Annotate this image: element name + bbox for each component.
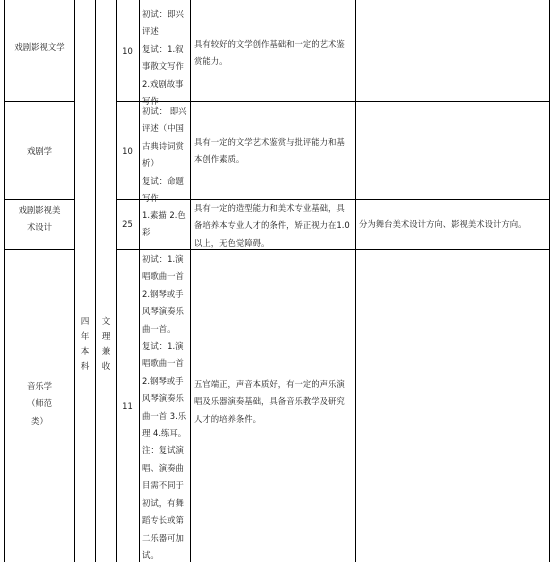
exam-content: 初试： 即兴评述（中国古典诗词赏析） 复试：命题写作: [142, 106, 187, 204]
requirements: 具有一定的造型能力和美术专业基础，具备培养本专业人才的条件，矫正视力在1.0以上，无色觉障碍。: [194, 203, 350, 248]
enrollment-count: 10: [122, 46, 133, 56]
exam-content: 1.素描 2.色彩: [142, 210, 186, 238]
major-name: 戏剧影视美术设计: [18, 205, 61, 233]
enrollment-count: 10: [122, 146, 133, 156]
column-divider: [190, 0, 191, 562]
requirements: 五官端正，声音本质好，有一定的声乐演唱及乐器演奏基础，具备音乐教学及研究人才的培养条件。: [194, 379, 345, 424]
column-divider: [139, 0, 140, 562]
column-divider: [116, 0, 117, 562]
major-name: 戏剧学: [26, 146, 53, 156]
row-divider: [4, 249, 75, 250]
enrollment-count: 25: [122, 219, 133, 229]
requirements: 具有一定的文学艺术鉴赏与批评能力和基本创作素质。: [194, 137, 345, 165]
subject-category: 文 理 兼 收: [101, 317, 111, 372]
major-name: 戏剧影视文学: [14, 42, 65, 52]
requirements: 具有较好的文学创作基础和一定的艺术鉴赏能力。: [194, 39, 345, 67]
remarks: 分为舞台美术设计方向、影视美术设计方向。: [359, 219, 527, 229]
exam-content: 初试：1.演唱歌曲一首 2.钢琴或手风琴演奏乐曲一首。 复试：1.演唱歌曲一首 2.钢琴或手风琴演奏乐曲一首 3.乐理 4.练耳。注：复试演唱、演奏曲目需不同于初试，有舞蹈专长或第二乐器可加试。: [142, 254, 187, 560]
enrollment-count: 11: [122, 401, 133, 411]
column-divider: [355, 0, 356, 562]
program-length: 四 年 本 科: [80, 317, 90, 372]
exam-content: 初试：即兴评述 复试：1.叙事散文写作 2.戏剧故事写作: [142, 9, 184, 107]
row-divider: [4, 101, 75, 102]
column-divider: [74, 0, 75, 562]
column-divider: [95, 0, 96, 562]
major-name: 音乐学（师范类）: [26, 381, 53, 426]
row-divider: [4, 199, 75, 200]
table-border-left: [4, 0, 5, 562]
